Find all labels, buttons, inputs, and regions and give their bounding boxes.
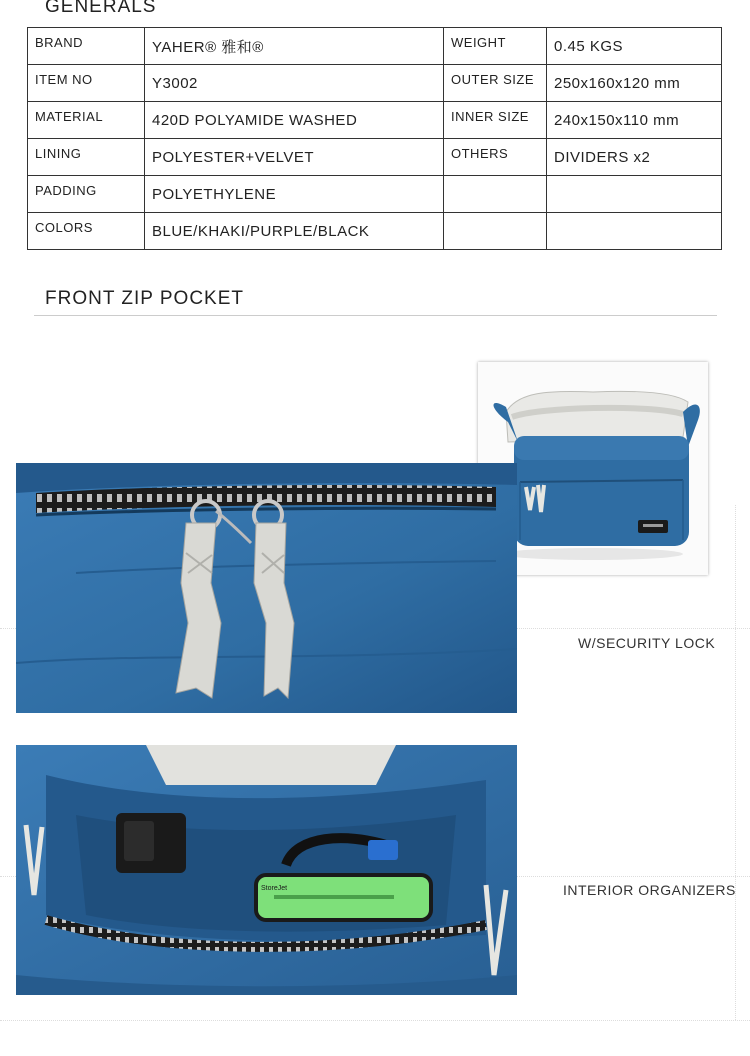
- spec-label: [444, 176, 547, 213]
- table-row: [28, 28, 722, 65]
- spec-label: BRAND: [28, 28, 145, 65]
- spec-table: [27, 27, 722, 250]
- spec-label: ITEM NO: [28, 65, 145, 102]
- section-title-generals: GENERALS: [45, 0, 157, 17]
- spec-value: POLYETHYLENE: [145, 176, 444, 213]
- spec-value: [547, 176, 722, 213]
- spec-value: YAHER® 雅和®: [145, 28, 444, 65]
- spec-value: 0.45 KGS: [547, 28, 722, 65]
- table-row: [28, 176, 722, 213]
- spec-label: LINING: [28, 139, 145, 176]
- zipper-closeup-photo: [16, 463, 517, 713]
- spec-label: MATERIAL: [28, 102, 145, 139]
- interior-organizer-photo: [16, 745, 517, 995]
- spec-value: 420D POLYAMIDE WASHED: [145, 102, 444, 139]
- table-row: [28, 102, 722, 139]
- spec-label: OTHERS: [444, 139, 547, 176]
- table-row: [28, 139, 722, 176]
- spec-label: COLORS: [28, 213, 145, 250]
- guide-line: [735, 505, 736, 1020]
- spec-label: WEIGHT: [444, 28, 547, 65]
- spec-value: BLUE/KHAKI/PURPLE/BLACK: [145, 213, 444, 250]
- spec-value: 240x150x110 mm: [547, 102, 722, 139]
- spec-value: [547, 213, 722, 250]
- spec-value: DIVIDERS x2: [547, 139, 722, 176]
- guide-line: [0, 1020, 750, 1021]
- table-row: [28, 213, 722, 250]
- spec-value: 250x160x120 mm: [547, 65, 722, 102]
- caption-security-lock: W/SECURITY LOCK: [578, 635, 716, 651]
- table-row: [28, 65, 722, 102]
- spec-label: PADDING: [28, 176, 145, 213]
- spec-label: OUTER SIZE: [444, 65, 547, 102]
- spec-value: Y3002: [145, 65, 444, 102]
- drive-brand-text: StoreJet: [261, 885, 288, 892]
- section-divider: [34, 315, 717, 316]
- spec-label: [444, 213, 547, 250]
- section-title-front-zip-pocket: FRONT ZIP POCKET: [45, 288, 244, 309]
- spec-label: INNER SIZE: [444, 102, 547, 139]
- spec-value: POLYESTER+VELVET: [145, 139, 444, 176]
- caption-interior-organizers: INTERIOR ORGANIZERS: [563, 882, 736, 898]
